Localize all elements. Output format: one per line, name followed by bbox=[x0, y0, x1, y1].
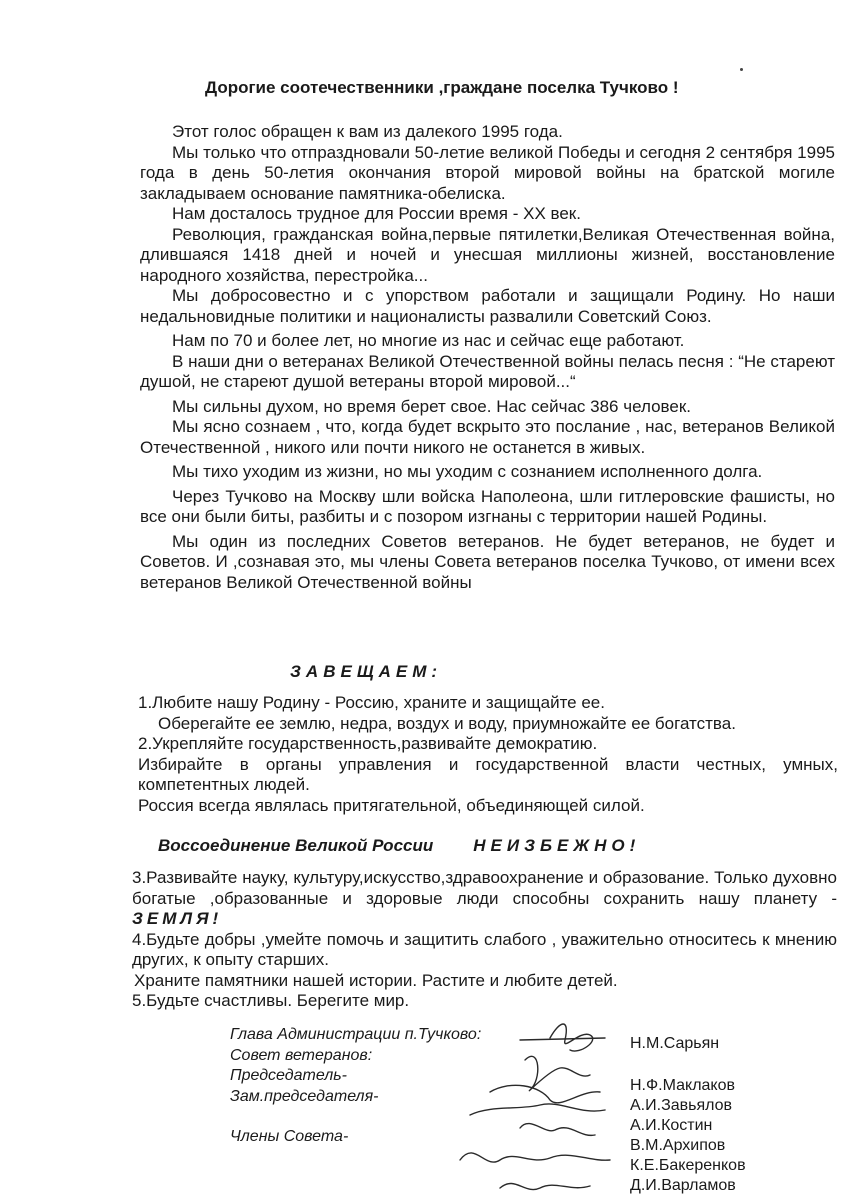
earth-word: ЗЕМЛЯ! bbox=[132, 909, 223, 928]
document-heading: Дорогие соотечественники ,граждане поселка Тучково ! bbox=[205, 78, 679, 97]
list-item: Оберегайте ее землю, недра, воздух и воду, приумножайте ее богатства. bbox=[158, 713, 736, 733]
paragraph: Мы сильны духом, но время берет свое. Нас сейчас 386 человек. bbox=[172, 396, 691, 416]
paragraph: Мы тихо уходим из жизни, но мы уходим с сознанием исполненного долга. bbox=[172, 462, 763, 481]
list-item: 4.Будьте добры ,умейте помочь и защитить слабого , уважительно относитесь к мнению других, к опыту старших. bbox=[132, 929, 837, 969]
signature-names bbox=[630, 1034, 746, 1196]
handwritten-signatures bbox=[430, 1010, 640, 1200]
role-label: Зам.председателя- bbox=[230, 1087, 379, 1105]
paragraph: Революция, гражданская война,первые пятилетки,Великая Отечественная война, длившаяся 1418 дней и ночей и унесшая миллионы жизней, восстановление народного хозяйства, перестройка... bbox=[140, 224, 835, 285]
paragraph: Мы добросовестно и с упорством работали и защищали Родину. Но наши недальновидные политики и националисты развалили Советский Союз. bbox=[140, 286, 835, 326]
role-label: Председатель- bbox=[230, 1067, 347, 1084]
paragraph: В наши дни о ветеранах Великой Отечественной войны пелась песня : “Не стареют душой, не стареют душой ветераны второй мировой...“ bbox=[140, 351, 835, 391]
signer-name: К.Е.Бакеренков bbox=[630, 1157, 746, 1174]
bequest-list-b bbox=[132, 868, 837, 1012]
bequeath-heading: ЗАВЕЩАЕМ: bbox=[290, 662, 443, 681]
bequest-list-a bbox=[138, 693, 838, 816]
reunion-text: Воссоединение Великой России bbox=[158, 836, 434, 855]
speck bbox=[740, 68, 743, 71]
list-item bbox=[132, 868, 837, 930]
paragraph: Через Тучково на Москву шли войска Наполеона, шли гитлеровские фашисты, но все они были биты, разбиты и с позором изгнаны с территории нашей Родины. bbox=[140, 486, 835, 526]
role-label: Глава Администрации п.Тучково: bbox=[230, 1026, 482, 1043]
signer-name: Д.И.Варламов bbox=[630, 1177, 736, 1194]
list-item: Храните памятники нашей истории. Растите и любите детей. bbox=[134, 970, 618, 990]
inevitable-text: НЕИЗБЕЖНО! bbox=[473, 836, 641, 855]
role-label: Члены Совета- bbox=[230, 1128, 349, 1145]
list-item: 2.Укрепляйте государственность,развивайте демократию. bbox=[138, 734, 598, 753]
list-item: Россия всегда являлась притягательной, объединяющей силой. bbox=[138, 795, 645, 815]
role-label: Совет ветеранов: bbox=[230, 1046, 373, 1064]
signer-name: В.М.Архипов bbox=[630, 1137, 726, 1154]
paragraph: Мы ясно сознаем , что, когда будет вскрыто это послание , нас, ветеранов Великой Отечественной , никого или почти никого не останется в живых. bbox=[140, 417, 835, 457]
paragraph: Нам досталось трудное для России время - XX век. bbox=[172, 204, 581, 223]
paragraph: Нам по 70 и более лет, но многие из нас и сейчас еще работают. bbox=[172, 331, 685, 350]
paragraph: Этот голос обращен к вам из далекого 1995 года. bbox=[172, 122, 563, 141]
list-item: 5.Будьте счастливы. Берегите мир. bbox=[132, 991, 410, 1010]
signer-name: Н.Ф.Маклаков bbox=[630, 1077, 736, 1094]
list-item-text: 3.Развивайте науку, культуру,искусство,здравоохранение и образование. Только духовно богатые ,образованные и здоровые люди способны сохранить нашу планету - bbox=[132, 868, 837, 908]
letter-body bbox=[140, 122, 835, 593]
signer-name: Н.М.Сарьян bbox=[630, 1035, 720, 1052]
reunion-line bbox=[158, 836, 640, 856]
paragraph: Мы только что отпраздновали 50-летие великой Победы и сегодня 2 сентября 1995 года в день 50-летия окончания второй мировой войны на братской могиле закладываем основание памятника-обелиска. bbox=[140, 142, 835, 203]
signer-name: А.И.Завьялов bbox=[630, 1097, 733, 1114]
list-item: Избирайте в органы управления и государственной власти честных, умных, компетентных людей. bbox=[138, 754, 838, 794]
list-item: 1.Любите нашу Родину - Россию, храните и защищайте ее. bbox=[138, 693, 605, 712]
signer-name: А.И.Костин bbox=[630, 1117, 713, 1134]
paragraph: Мы один из последних Советов ветеранов. Не будет ветеранов, не будет и Советов. И ,сознавая это, мы члены Совета ветеранов поселка Тучково, от имени всех ветеранов Великой Отечественной войны bbox=[140, 531, 835, 592]
